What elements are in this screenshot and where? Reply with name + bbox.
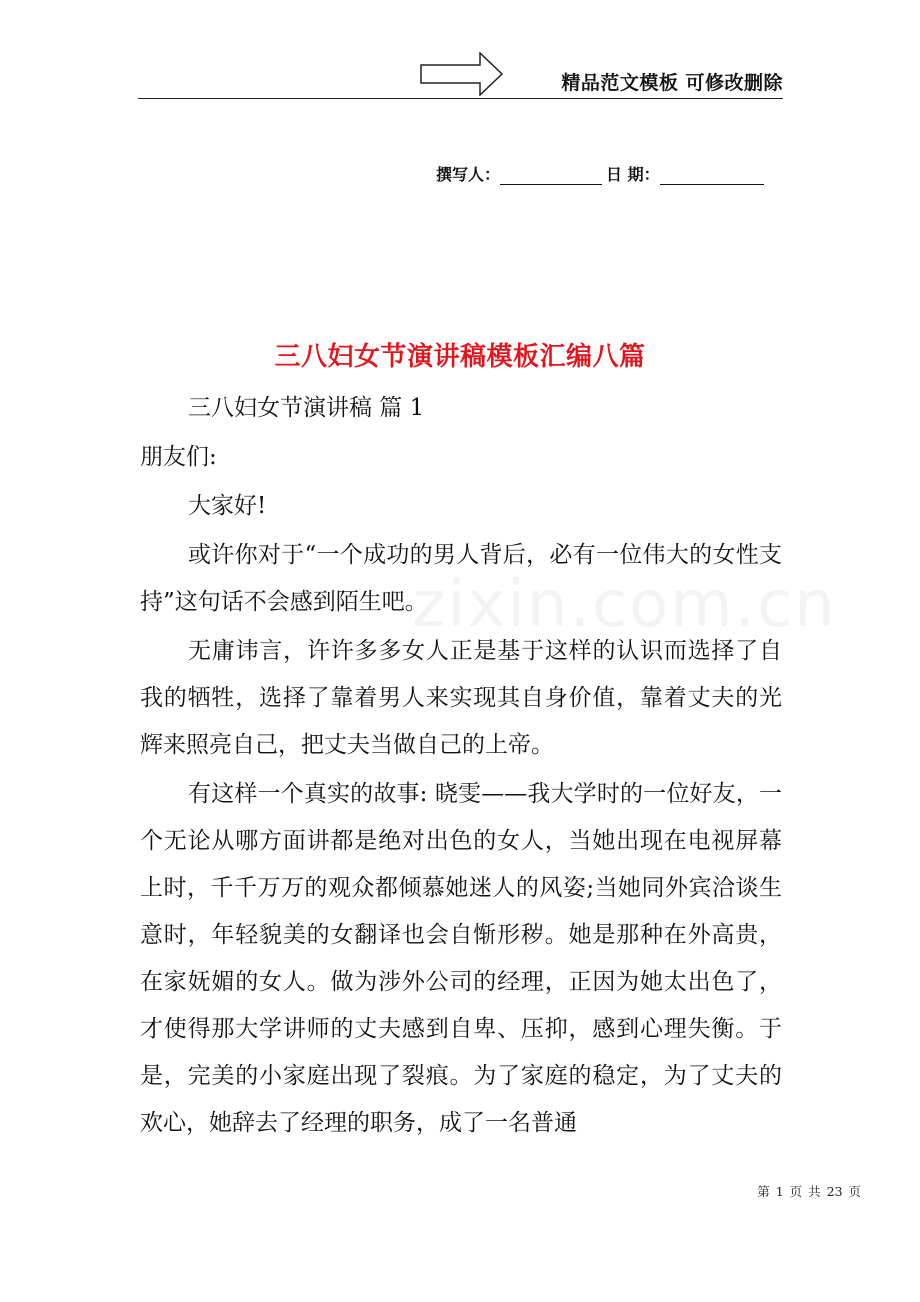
paragraph: 大家好! [188, 493, 267, 519]
watermark: zixin.com.cn [412, 568, 837, 642]
paragraph: 有这样一个真实的故事: 晓雯——我大学时的一位好友，一个无论从哪方面讲都是绝对出色的女人，当她出现在电视屏幕上时，千千万万的观众都倾慕她迷人的风姿;当她同外宾洽谈生意时，年轻貌美的女翻译也会自惭形秽。她是那种在外高贵，在家妩媚的女人。做为涉外公司的经理，正因为她太出色了，才使得那大学讲师的丈夫感到自卑、压抑，感到心理失衡。于是，完美的小家庭出现了裂痕。为了家庭的稳定，为了丈夫的欢心，她辞去了经理的职务，成了一名普通 [140, 781, 782, 1136]
document-body [140, 385, 782, 1149]
date-label: 日 期： [606, 165, 660, 184]
page-header [138, 48, 783, 99]
right-arrow-icon [420, 52, 504, 96]
header-label: 精品范文模板 可修改删除 [561, 72, 783, 94]
section-heading: 三八妇女节演讲稿 篇 1 [188, 395, 425, 421]
paragraph: 或许你对于“一个成功的男人背后，必有一位伟大的女性支持”这句话不会感到陌生吧。 [140, 542, 782, 615]
salutation: 朋友们: [140, 444, 217, 470]
author-date-line [436, 162, 764, 185]
author-label: 撰写人： [436, 165, 501, 184]
document-title: 三八妇女节演讲稿模板汇编八篇 [274, 342, 646, 372]
page-number: 第 1 页 共 23 页 [757, 1184, 861, 1199]
author-blank-field[interactable] [500, 166, 602, 185]
date-blank-field[interactable] [660, 166, 764, 185]
paragraph: 无庸讳言，许许多多女人正是基于这样的认识而选择了自我的牺牲，选择了靠着男人来实现其自身价值，靠着丈夫的光辉来照亮自己，把丈夫当做自己的上帝。 [140, 638, 782, 758]
